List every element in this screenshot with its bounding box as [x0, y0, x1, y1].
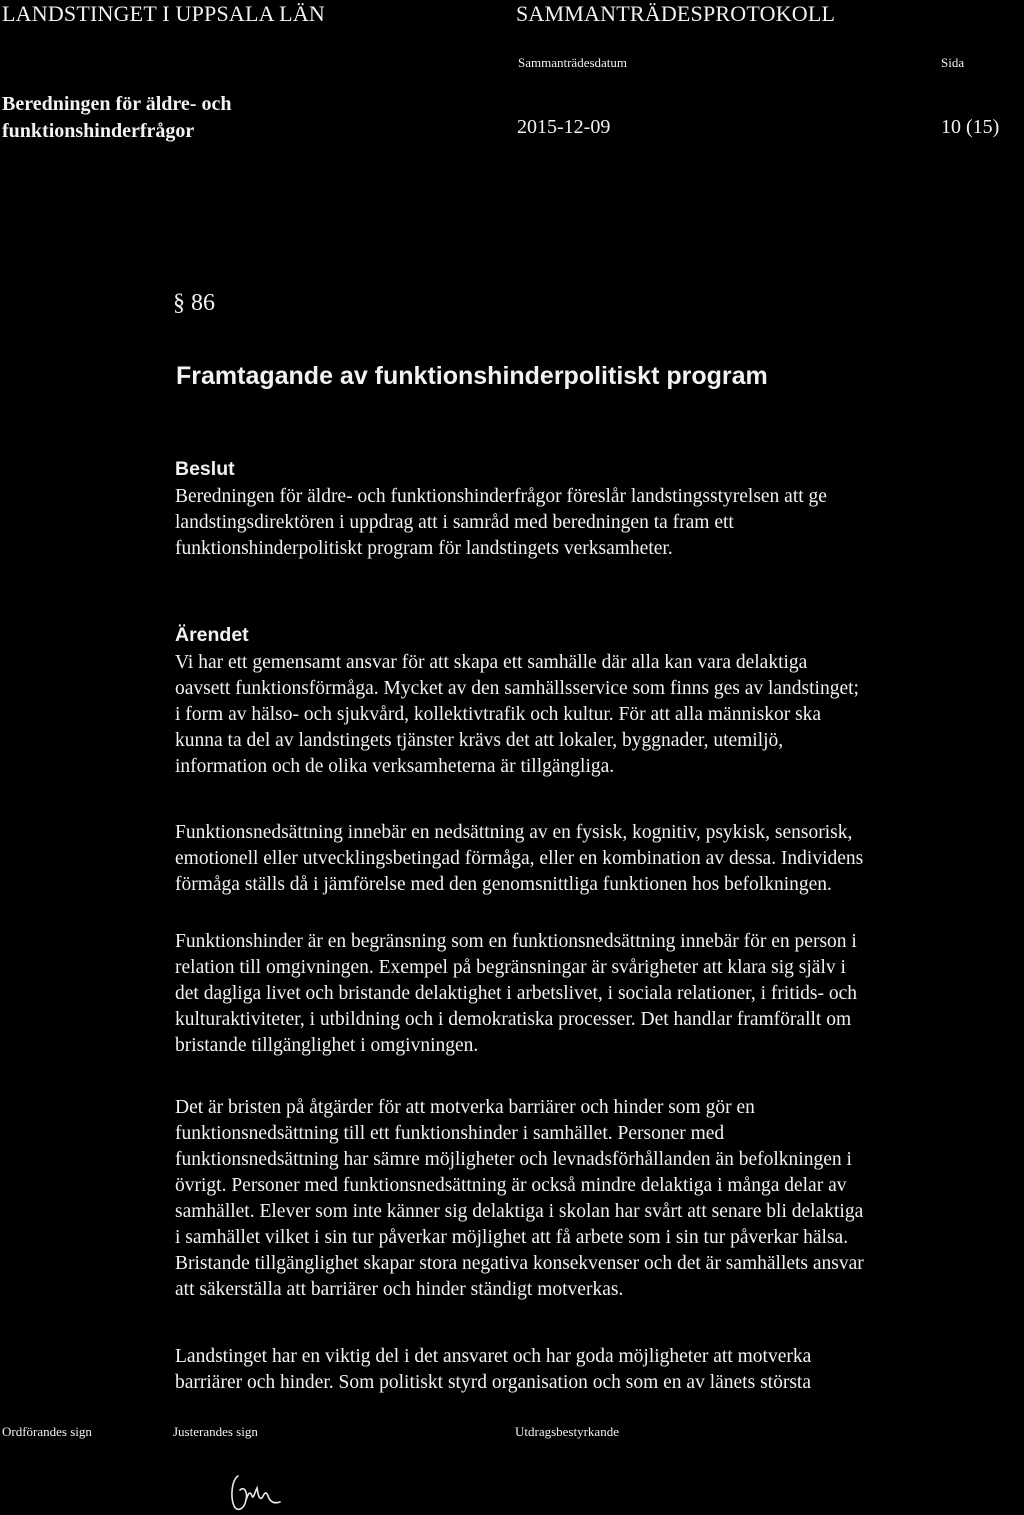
- text-line: landstingsdirektören i uppdrag att i samråd med beredningen ta fram ett: [175, 512, 734, 533]
- beslut-paragraph: [175, 484, 1024, 562]
- arendet-paragraph-5: [175, 1344, 1024, 1396]
- meeting-date: 2015-12-09: [517, 116, 611, 138]
- organization-name: LANDSTINGET I UPPSALA LÄN: [2, 1, 325, 26]
- document-type: SAMMANTRÄDESPROTOKOLL: [516, 1, 836, 26]
- beslut-heading: Beslut: [175, 458, 235, 480]
- paragraph-body: [175, 1344, 1024, 1396]
- adjuster-sign-label: Justerandes sign: [173, 1424, 258, 1439]
- committee-name-line: funktionshinderfrågor: [2, 120, 195, 142]
- text-line: funktionshinderpolitiskt program för landstingets verksamheter.: [175, 538, 673, 559]
- text-line: barriärer och hinder. Som politiskt styrd organisation och som en av länets största: [175, 1372, 811, 1393]
- committee-name: [2, 91, 231, 145]
- text-line: funktionsnedsättning har sämre möjligheter och levnadsförhållanden än befolkningen i: [175, 1149, 852, 1170]
- text-line: kunna ta del av landstingets tjänster krävs det att lokaler, byggnader, utemiljö,: [175, 730, 784, 751]
- chair-sign-label: Ordförandes sign: [2, 1424, 92, 1439]
- text-line: det dagliga livet och bristande delaktighet i arbetslivet, i sociala relationer, i fritids- och: [175, 983, 858, 1004]
- section-number: § 86: [173, 290, 215, 316]
- text-line: emotionell eller utvecklingsbetingad förmåga, eller en kombination av dessa. Individens: [175, 848, 864, 869]
- arendet-heading: Ärendet: [175, 624, 249, 646]
- text-line: samhället. Elever som inte känner sig delaktiga i skolan har svårt att senare bli delaktiga: [175, 1201, 864, 1222]
- paragraph-body: [175, 929, 1024, 1059]
- certification-label: Utdragsbestyrkande: [515, 1424, 619, 1439]
- arendet-section: [175, 620, 1024, 780]
- text-line: i samhället vilket i sin tur påverkar möjlighet att få arbete som i sin tur påverkar hälsa.: [175, 1227, 849, 1248]
- committee-name-line: Beredningen för äldre- och: [2, 93, 232, 115]
- arendet-paragraph-4: [175, 1095, 1024, 1303]
- text-line: att säkerställa att barriärer och hinder ständigt motverkas.: [175, 1279, 624, 1300]
- text-line: Vi har ett gemensamt ansvar för att skapa ett samhälle där alla kan vara delaktiga: [175, 652, 808, 673]
- text-line: Funktionsnedsättning innebär en nedsättning av en fysisk, kognitiv, psykisk, sensorisk,: [175, 822, 853, 843]
- arendet-paragraph-2: [175, 820, 1024, 898]
- paragraph-body: [175, 820, 1024, 898]
- text-line: Landstinget har en viktig del i det ansvaret och har goda möjligheter att motverka: [175, 1346, 812, 1367]
- text-line: Det är bristen på åtgärder för att motverka barriärer och hinder som gör en: [175, 1097, 755, 1118]
- text-line: kulturaktiviteter, i utbildning och i demokratiska processer. Det handlar framförallt om: [175, 1009, 852, 1030]
- page-label: Sida: [941, 55, 965, 70]
- section-title: Framtagande av funktionshinderpolitiskt program: [176, 362, 768, 390]
- text-line: övrigt. Personer med funktionsnedsättning är också mindre delaktiga i många delar av: [175, 1175, 847, 1196]
- text-line: oavsett funktionsförmåga. Mycket av den samhällsservice som finns ges av landstinget;: [175, 678, 859, 699]
- text-line: funktionsnedsättning till ett funktionshinder i samhället. Personer med: [175, 1123, 725, 1144]
- text-line: förmåga ställs då i jämförelse med den genomsnittliga funktionen hos befolkningen.: [175, 874, 832, 895]
- text-line: information och de olika verksamheterna är tillgängliga.: [175, 756, 615, 777]
- text-line: Bristande tillgänglighet skapar stora negativa konsekvenser och det är samhällets ansvar: [175, 1253, 864, 1274]
- beslut-section: [175, 454, 1024, 562]
- text-line: i form av hälso- och sjukvård, kollektivtrafik och kultur. För att alla människor ska: [175, 704, 822, 725]
- page-number: 10 (15): [941, 116, 1000, 138]
- text-line: bristande tillgänglighet i omgivningen.: [175, 1035, 479, 1056]
- date-label: Sammanträdesdatum: [518, 55, 628, 70]
- text-line: relation till omgivningen. Exempel på begränsningar är svårigheter att klara sig själv i: [175, 957, 846, 978]
- arendet-paragraph-3: [175, 929, 1024, 1059]
- handwritten-signature: [228, 1470, 284, 1514]
- text-line: Funktionshinder är en begränsning som en funktionsnedsättning innebär för en person i: [175, 931, 857, 952]
- text-line: Beredningen för äldre- och funktionshinderfrågor föreslår landstingsstyrelsen att ge: [175, 486, 827, 507]
- paragraph-body: [175, 1095, 1024, 1303]
- arendet-paragraph-1: [175, 650, 1024, 780]
